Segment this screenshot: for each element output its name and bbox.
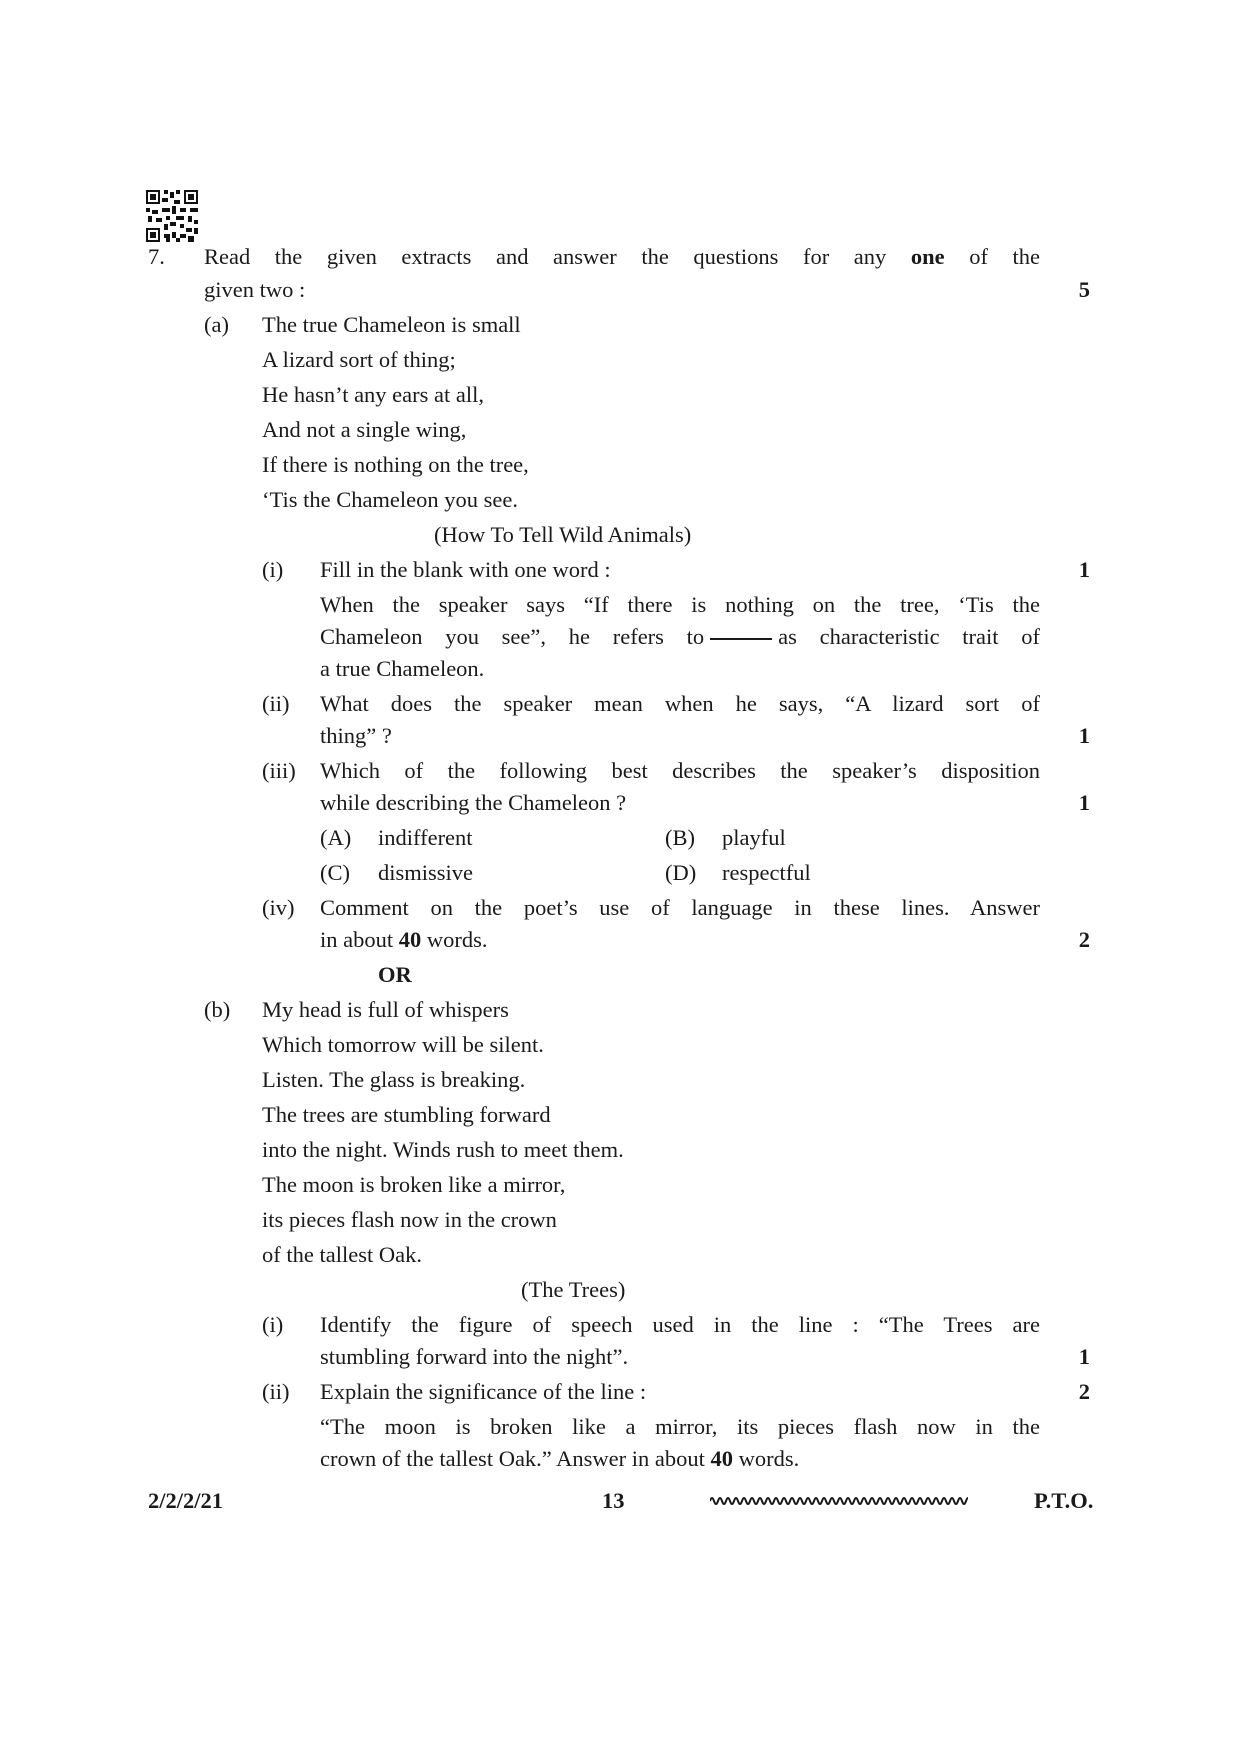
sub-question-text: Which of the following best describes the speaker’s disposition — [320, 758, 1040, 783]
sub-question-text: stumbling forward into the night”. — [320, 1344, 629, 1369]
sub-question-marks: 2 — [1078, 927, 1090, 952]
total-marks: 5 — [1078, 277, 1090, 302]
wavy-line-icon — [710, 1494, 968, 1508]
poem-source: (The Trees) — [521, 1277, 626, 1302]
sub-question-marks: 1 — [1078, 557, 1090, 582]
sub-question-text: Explain the significance of the line : — [320, 1379, 647, 1404]
poem-line: The moon is broken like a mirror, — [262, 1172, 566, 1197]
poem-line: its pieces flash now in the crown — [262, 1207, 557, 1232]
page-number: 13 — [602, 1488, 625, 1513]
sub-question-marks: 2 — [1078, 1379, 1090, 1404]
paper-code: 2/2/2/21 — [148, 1488, 224, 1513]
answer-blank — [710, 638, 772, 640]
option-text: respectful — [722, 860, 811, 885]
poem-line: Which tomorrow will be silent. — [262, 1032, 544, 1057]
sub-question-label: (i) — [262, 557, 284, 582]
poem-line: My head is full of whispers — [262, 997, 509, 1022]
poem-line: A lizard sort of thing; — [262, 347, 456, 372]
poem-line: Listen. The glass is breaking. — [262, 1067, 526, 1092]
poem-source: (How To Tell Wild Animals) — [434, 522, 692, 547]
sub-question-text: Identify the figure of speech used in the line : “The Trees are — [320, 1312, 1040, 1337]
sub-question-text: a true Chameleon. — [320, 656, 485, 681]
sub-question-label: (iii) — [262, 758, 296, 783]
sub-question-text: When the speaker says “If there is nothing on the tree, ‘Tis the — [320, 592, 1040, 617]
option-text: playful — [722, 825, 786, 850]
poem-line: of the tallest Oak. — [262, 1242, 422, 1267]
poem-line: ‘Tis the Chameleon you see. — [262, 487, 519, 512]
sub-question-marks: 1 — [1078, 790, 1090, 815]
poem-line: If there is nothing on the tree, — [262, 452, 529, 477]
poem-line: He hasn’t any ears at all, — [262, 382, 485, 407]
sub-question-text: in about 40 words. — [320, 927, 488, 952]
sub-question-label: (iv) — [262, 895, 295, 920]
part-a-label: (a) — [204, 312, 229, 337]
option-key: (A) — [320, 825, 352, 850]
option-key: (C) — [320, 860, 350, 885]
sub-question-marks: 1 — [1078, 1344, 1090, 1369]
question-intro-cont: given two : — [204, 277, 306, 302]
sub-question-label: (ii) — [262, 691, 290, 716]
sub-question-label: (ii) — [262, 1379, 290, 1404]
sub-question-text: Fill in the blank with one word : — [320, 557, 611, 582]
option-key: (D) — [665, 860, 697, 885]
option-key: (B) — [665, 825, 695, 850]
sub-question-label: (i) — [262, 1312, 284, 1337]
sub-question-marks: 1 — [1078, 723, 1090, 748]
sub-question-text: crown of the tallest Oak.” Answer in about 40 words. — [320, 1446, 800, 1471]
sub-question-text: What does the speaker mean when he says, “A lizard sort of — [320, 691, 1040, 716]
poem-line: The true Chameleon is small — [262, 312, 521, 337]
part-b-label: (b) — [204, 997, 231, 1022]
qr-code-icon — [146, 190, 198, 242]
sub-question-text: Chameleon you see”, he refers to as characteristic trait of — [320, 624, 1040, 649]
pto-label: P.T.O. — [1034, 1488, 1094, 1513]
option-text: dismissive — [378, 860, 474, 885]
poem-line: And not a single wing, — [262, 417, 467, 442]
sub-question-text: Comment on the poet’s use of language in these lines. Answer — [320, 895, 1040, 920]
option-text: indifferent — [378, 825, 473, 850]
sub-question-text: “The moon is broken like a mirror, its pieces flash now in the — [320, 1414, 1040, 1439]
sub-question-text: while describing the Chameleon ? — [320, 790, 627, 815]
question-number: 7. — [148, 244, 165, 269]
question-intro: Read the given extracts and answer the questions for any one of the — [204, 244, 1040, 269]
or-divider: OR — [378, 962, 412, 987]
poem-line: into the night. Winds rush to meet them. — [262, 1137, 624, 1162]
sub-question-text: thing” ? — [320, 723, 392, 748]
poem-line: The trees are stumbling forward — [262, 1102, 551, 1127]
